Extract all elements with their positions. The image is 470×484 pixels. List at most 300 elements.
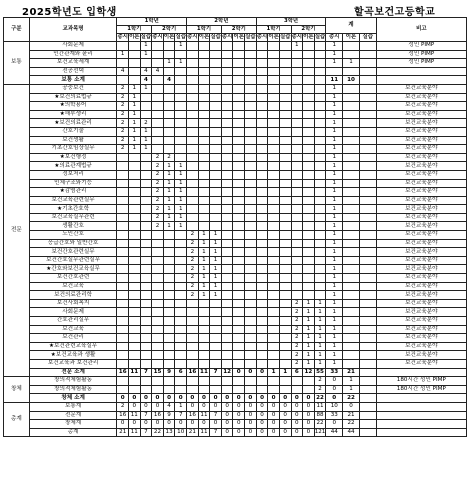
value-cell [187, 334, 199, 343]
value-cell: 0 [129, 402, 141, 411]
value-cell [359, 102, 376, 111]
value-cell [233, 231, 245, 240]
value-cell: 0 [245, 420, 257, 429]
value-cell [291, 205, 303, 214]
value-cell [187, 188, 199, 197]
value-cell [291, 179, 303, 188]
value-cell [245, 59, 257, 68]
value-cell [303, 282, 315, 291]
value-cell [359, 428, 376, 437]
value-cell [245, 93, 257, 102]
value-cell [303, 84, 315, 93]
value-cell: 0 [279, 394, 291, 403]
value-cell [303, 59, 315, 68]
value-cell [175, 308, 187, 317]
value-cell [233, 351, 245, 360]
value-cell [233, 377, 245, 386]
table-row [4, 248, 467, 257]
value-cell [187, 84, 199, 93]
subject-name: 보건교육세계 [29, 59, 117, 68]
value-cell [359, 205, 376, 214]
value-cell [117, 385, 129, 394]
value-cell: 1 [117, 50, 129, 59]
value-cell [233, 274, 245, 283]
value-cell [268, 50, 280, 59]
value-cell: 1 [326, 179, 343, 188]
value-cell [198, 76, 210, 85]
value-cell [245, 127, 257, 136]
value-cell [175, 67, 187, 76]
value-cell [187, 110, 199, 119]
value-cell [175, 50, 187, 59]
value-cell [268, 162, 280, 171]
value-cell [279, 308, 291, 317]
value-cell [221, 248, 233, 257]
value-cell [198, 153, 210, 162]
value-cell: 1 [326, 265, 343, 274]
value-cell: 16 [152, 411, 164, 420]
value-cell: 9 [163, 368, 175, 377]
value-cell [129, 188, 141, 197]
value-cell: 2 [291, 334, 303, 343]
value-cell [198, 317, 210, 326]
value-cell [291, 248, 303, 257]
value-cell [303, 93, 315, 102]
value-cell [129, 196, 141, 205]
remark-cell: 보건교육분야 [376, 127, 466, 136]
value-cell [279, 188, 291, 197]
value-cell [343, 222, 360, 231]
value-cell [210, 170, 222, 179]
value-cell [221, 308, 233, 317]
value-cell [175, 377, 187, 386]
subject-name: ★보건교육과 생활 [29, 351, 117, 360]
value-cell [343, 188, 360, 197]
value-cell [343, 127, 360, 136]
value-cell: 33 [326, 368, 343, 377]
value-cell: 1 [129, 110, 141, 119]
value-cell [233, 334, 245, 343]
value-cell [140, 170, 152, 179]
value-cell [343, 231, 360, 240]
value-cell [117, 239, 129, 248]
value-cell [291, 145, 303, 154]
value-cell [129, 76, 141, 85]
subject-name: 보건사회복지 [29, 299, 117, 308]
remark-cell [376, 402, 466, 411]
value-cell [187, 119, 199, 128]
value-cell [291, 188, 303, 197]
value-cell [198, 334, 210, 343]
value-cell [245, 291, 257, 300]
value-cell [268, 213, 280, 222]
value-cell [256, 282, 268, 291]
remark-cell: 보건교육분야 [376, 256, 466, 265]
value-cell [198, 385, 210, 394]
value-cell [152, 102, 164, 111]
value-cell [152, 308, 164, 317]
value-cell [326, 67, 343, 76]
value-cell [359, 59, 376, 68]
subject-name: 창체 소계 [29, 394, 117, 403]
header-sem-1-1: 1학기 [117, 26, 152, 34]
value-cell [343, 308, 360, 317]
value-cell [140, 351, 152, 360]
value-cell [256, 93, 268, 102]
table-row [4, 359, 467, 368]
subject-name: 보건교육실무관련 [29, 213, 117, 222]
remark-cell: 보건교육분야 [376, 110, 466, 119]
value-cell [129, 222, 141, 231]
value-cell [359, 93, 376, 102]
value-cell [245, 248, 257, 257]
value-cell [256, 84, 268, 93]
value-cell: 1 [314, 351, 326, 360]
value-cell [129, 213, 141, 222]
value-cell [303, 196, 315, 205]
value-cell: 0 [175, 420, 187, 429]
value-cell: 2 [291, 359, 303, 368]
value-cell: 1 [343, 377, 360, 386]
subject-name: 전공선택 [29, 67, 117, 76]
value-cell [210, 334, 222, 343]
value-cell: 1 [343, 385, 360, 394]
value-cell: 0 [221, 428, 233, 437]
value-cell: 2 [152, 205, 164, 214]
value-cell [343, 119, 360, 128]
subject-name: 기초간호임상실무 [29, 145, 117, 154]
value-cell [175, 93, 187, 102]
value-cell: 2 [187, 248, 199, 257]
subject-name: 창체계 [29, 420, 117, 429]
value-cell: 4 [163, 76, 175, 85]
value-cell: 15 [153, 368, 162, 375]
value-cell [187, 317, 199, 326]
table-row [4, 145, 467, 154]
value-cell: 1 [175, 222, 187, 231]
value-cell [210, 50, 222, 59]
value-cell: 2 [117, 102, 129, 111]
value-cell [279, 50, 291, 59]
value-cell [359, 342, 376, 351]
value-cell: 2 [117, 84, 129, 93]
value-cell [152, 110, 164, 119]
remark-cell: 보건교육분야 [376, 162, 466, 171]
value-cell [221, 231, 233, 240]
value-cell [303, 162, 315, 171]
value-cell: 1 [326, 93, 343, 102]
value-cell [359, 239, 376, 248]
value-cell [233, 76, 245, 85]
value-cell [359, 162, 376, 171]
remark-cell: 보건교육분야 [376, 342, 466, 351]
value-cell: 1 [140, 42, 152, 51]
value-cell [152, 299, 164, 308]
value-cell: 2 [117, 145, 129, 154]
value-cell: 21 [343, 411, 360, 420]
value-cell: 1 [343, 59, 360, 68]
value-cell [245, 67, 257, 76]
value-cell [268, 282, 280, 291]
value-cell: 11 [314, 402, 326, 411]
value-cell [129, 377, 141, 386]
value-cell [221, 222, 233, 231]
value-cell [343, 256, 360, 265]
value-cell: 0 [303, 420, 315, 429]
value-cell [233, 248, 245, 257]
value-cell [163, 231, 175, 240]
value-cell: 11 [198, 411, 210, 420]
value-cell [343, 205, 360, 214]
value-cell [291, 136, 303, 145]
value-cell [268, 248, 280, 257]
table-row [4, 265, 467, 274]
value-cell: 0 [245, 428, 257, 437]
value-cell [129, 231, 141, 240]
value-cell [152, 84, 164, 93]
value-cell [187, 50, 199, 59]
value-cell [175, 102, 187, 111]
value-cell [187, 377, 199, 386]
value-cell [268, 67, 280, 76]
value-cell [291, 265, 303, 274]
subject-name: 보건교육과 보건관리 [29, 359, 117, 368]
value-cell [163, 84, 175, 93]
value-cell [140, 179, 152, 188]
value-cell [233, 385, 245, 394]
value-cell [221, 239, 233, 248]
value-cell [359, 84, 376, 93]
value-cell [314, 282, 326, 291]
table-row [4, 205, 467, 214]
value-cell [221, 136, 233, 145]
value-cell [245, 136, 257, 145]
value-cell: 1 [163, 179, 175, 188]
table-row [4, 110, 467, 119]
value-cell [198, 351, 210, 360]
value-cell [268, 308, 280, 317]
value-cell [140, 256, 152, 265]
column-label: 실습 [314, 34, 326, 40]
value-cell [221, 317, 233, 326]
value-cell [303, 222, 315, 231]
subject-name: ★보건관련교육실무 [29, 342, 117, 351]
value-cell [256, 50, 268, 59]
value-cell [256, 42, 268, 51]
value-cell [279, 102, 291, 111]
table-row [4, 59, 467, 68]
value-cell [279, 377, 291, 386]
value-cell [343, 84, 360, 93]
value-cell [221, 76, 233, 85]
value-cell [245, 231, 257, 240]
header-sem-1-2: 2학기 [152, 26, 187, 34]
value-cell [210, 342, 222, 351]
value-cell: 11 [129, 428, 141, 437]
value-cell [268, 385, 280, 394]
value-cell: 1 [129, 93, 141, 102]
subject-name: 보건간호관련 [29, 274, 117, 283]
value-cell [152, 291, 164, 300]
subject-name: ★보건행정 [29, 153, 117, 162]
value-cell [187, 67, 199, 76]
value-cell: 2 [140, 119, 152, 128]
value-cell: 0 [245, 368, 257, 377]
value-cell [279, 239, 291, 248]
value-cell [256, 188, 268, 197]
value-cell: 1 [140, 84, 152, 93]
value-cell [256, 213, 268, 222]
value-cell [117, 205, 129, 214]
value-cell [359, 359, 376, 368]
value-cell [210, 76, 222, 85]
value-cell [343, 145, 360, 154]
value-cell [245, 84, 257, 93]
value-cell: 1 [326, 170, 343, 179]
value-cell [343, 50, 360, 59]
value-cell [198, 93, 210, 102]
value-cell: 0 [221, 394, 233, 403]
value-cell [152, 377, 164, 386]
value-cell [175, 84, 187, 93]
value-cell [343, 170, 360, 179]
value-cell [140, 265, 152, 274]
value-cell: 2 [187, 274, 199, 283]
value-cell: 1 [326, 359, 343, 368]
value-cell [291, 119, 303, 128]
value-cell [198, 136, 210, 145]
value-cell [152, 136, 164, 145]
value-cell: 0 [245, 402, 257, 411]
value-cell: 6 [291, 368, 303, 377]
value-cell: 1 [140, 127, 152, 136]
value-cell [268, 196, 280, 205]
value-cell [359, 377, 376, 386]
value-cell [187, 342, 199, 351]
value-cell [245, 308, 257, 317]
value-cell [163, 248, 175, 257]
value-cell [117, 282, 129, 291]
value-cell [291, 93, 303, 102]
value-cell: 9 [163, 411, 175, 420]
header-sem-2-1: 1학기 [187, 26, 222, 34]
value-cell [163, 127, 175, 136]
value-cell [233, 265, 245, 274]
value-cell [245, 205, 257, 214]
value-cell: 1 [326, 127, 343, 136]
value-cell [279, 162, 291, 171]
value-cell: 2 [187, 282, 199, 291]
value-cell [343, 102, 360, 111]
value-cell [245, 282, 257, 291]
value-cell [117, 256, 129, 265]
value-cell: 1 [326, 299, 343, 308]
group-label: 보통 [4, 42, 30, 85]
value-cell: 0 [221, 411, 233, 420]
remark-cell: 보건교육분야 [376, 119, 466, 128]
column-label: 이론 [303, 34, 314, 40]
value-cell [140, 282, 152, 291]
value-cell: 2 [117, 119, 129, 128]
value-cell: 2 [187, 231, 199, 240]
remark-cell [376, 411, 466, 420]
value-cell: 1 [314, 342, 326, 351]
value-cell [303, 231, 315, 240]
subject-name: 정보처리 [29, 170, 117, 179]
subject-name: 보건교육 [29, 282, 117, 291]
value-cell: 0 [279, 420, 291, 429]
value-cell: 22 [343, 394, 360, 403]
value-cell [129, 325, 141, 334]
value-cell [303, 136, 315, 145]
value-cell [175, 76, 187, 85]
remark-cell: 보건교육분야 [376, 334, 466, 343]
value-cell: 0 [303, 411, 315, 420]
value-cell [163, 256, 175, 265]
value-cell: 1 [268, 368, 280, 377]
value-cell: 1 [198, 265, 210, 274]
value-cell: 1 [326, 325, 343, 334]
value-cell: 1 [291, 42, 303, 51]
value-cell: 1 [326, 256, 343, 265]
value-cell [117, 231, 129, 240]
value-cell [245, 325, 257, 334]
value-cell [314, 231, 326, 240]
value-cell [268, 188, 280, 197]
table-row [4, 402, 467, 411]
value-cell: 1 [326, 50, 343, 59]
value-cell: 2 [163, 153, 175, 162]
value-cell: 2 [291, 351, 303, 360]
value-cell [279, 248, 291, 257]
value-cell [152, 282, 164, 291]
value-cell: 0 [303, 402, 315, 411]
value-cell: 1 [210, 231, 222, 240]
value-cell: 2 [291, 325, 303, 334]
remark-cell: 보건교육분야 [376, 308, 466, 317]
value-cell [359, 153, 376, 162]
value-cell [163, 110, 175, 119]
value-cell: 88 [314, 411, 326, 420]
value-cell [256, 162, 268, 171]
value-cell [187, 325, 199, 334]
value-cell [291, 385, 303, 394]
value-cell: 1 [140, 145, 152, 154]
value-cell [291, 291, 303, 300]
value-cell [117, 42, 129, 51]
value-cell: 1 [175, 170, 187, 179]
subject-name: 보건교육 [29, 325, 117, 334]
value-cell: 1 [326, 222, 343, 231]
value-cell [256, 265, 268, 274]
value-cell [233, 145, 245, 154]
remark-cell: 보건교육분야 [376, 136, 466, 145]
value-cell [221, 256, 233, 265]
value-cell [233, 239, 245, 248]
value-cell [279, 76, 291, 85]
header-remark: 비고 [376, 18, 466, 42]
subject-name: 생활간호 [29, 222, 117, 231]
value-cell [221, 282, 233, 291]
value-cell [175, 282, 187, 291]
header-gubun: 구분 [4, 18, 30, 42]
value-cell [268, 342, 280, 351]
value-cell [198, 42, 210, 51]
value-cell [175, 317, 187, 326]
value-cell [198, 145, 210, 154]
value-cell: 1 [175, 188, 187, 197]
value-cell [198, 127, 210, 136]
